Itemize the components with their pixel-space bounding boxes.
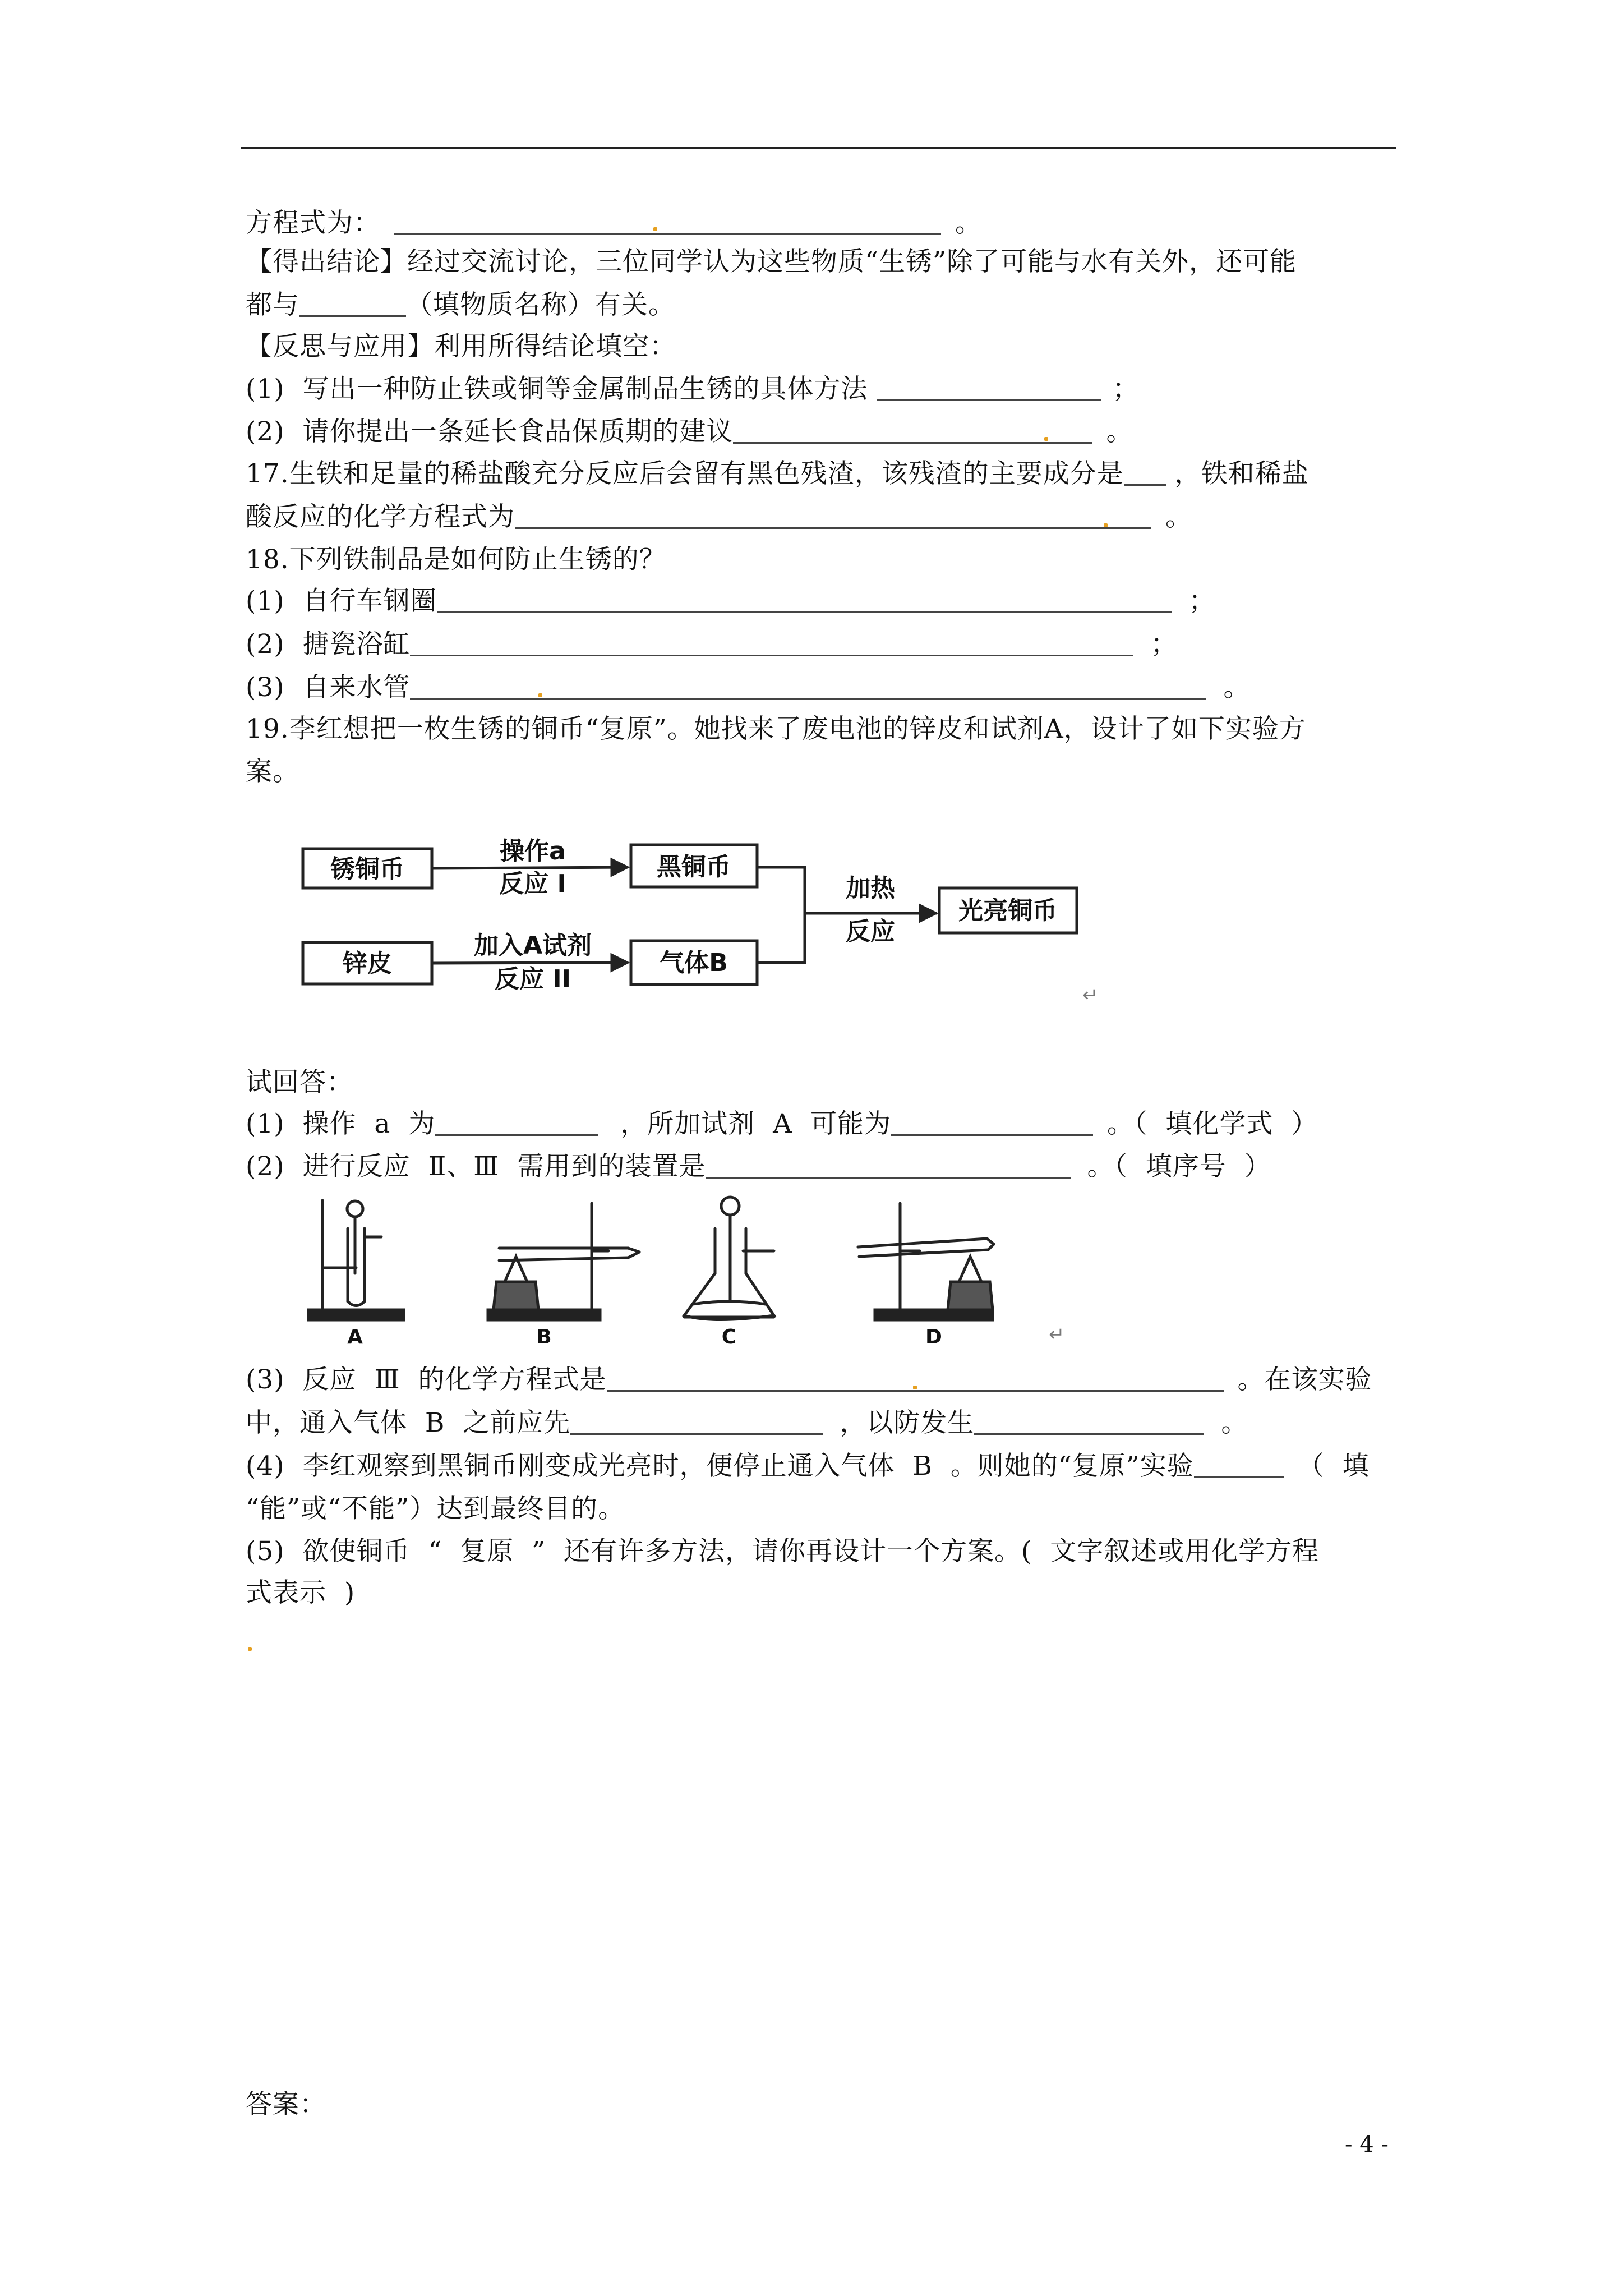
text-line: (3) 自来水管 。 — [246, 672, 1251, 703]
answer-blank[interactable] — [706, 1151, 1071, 1179]
text-line: 试回答： — [246, 1067, 353, 1098]
answer-blank[interactable] — [299, 289, 406, 317]
zinc-label: 锌皮 — [343, 949, 392, 978]
answer-blank[interactable] — [435, 1108, 598, 1136]
text-line: 18.下列铁制品是如何防止生锈的？ — [246, 544, 666, 575]
text-line: (2) 搪瓷浴缸 ； — [246, 629, 1178, 660]
page-number: - 4 - — [1345, 2132, 1389, 2157]
answer-blank[interactable] — [1194, 1451, 1284, 1478]
black-coin-label: 黑铜币 — [657, 853, 731, 881]
answer-blank[interactable] — [974, 1407, 1204, 1435]
marker-dot — [248, 1647, 252, 1651]
text-line: (4) 李红观察到黑铜币刚变成光亮时，便停止通入气体 B 。则她的“复原”实验 （ 填 — [246, 1451, 1370, 1481]
answer-heading: 答案： — [246, 2089, 326, 2120]
return-mark: ↵ — [1049, 1323, 1065, 1346]
marker-dot — [538, 693, 542, 697]
reaction3-label: 反应 — [846, 917, 895, 946]
answer-blank[interactable] — [394, 208, 941, 235]
text-line: (2) 请你提出一条延长食品保质期的建议 。 — [246, 416, 1133, 447]
answer-blank[interactable] — [437, 586, 1172, 613]
gas-b-label: 气体B — [660, 949, 728, 977]
answer-blank[interactable] — [733, 416, 1092, 444]
op-a-label: 操作a — [500, 837, 566, 866]
text-line: 19.李红想把一枚生锈的铜币“复原”。她找来了废电池的锌皮和试剂A，设计了如下实验方 — [246, 714, 1306, 744]
answer-blank[interactable] — [877, 374, 1101, 401]
apparatus-c-label: C — [721, 1326, 737, 1346]
answer-blank[interactable] — [1124, 458, 1166, 486]
marker-dot — [653, 227, 657, 231]
answer-blank[interactable] — [515, 501, 1151, 529]
answer-blank[interactable] — [570, 1407, 823, 1435]
header-rule — [241, 147, 1396, 149]
text-line: 【反思与应用】利用所得结论填空： — [246, 331, 676, 362]
flow-diagram — [297, 830, 1150, 1015]
bright-coin-label: 光亮铜币 — [958, 896, 1057, 925]
answer-blank[interactable] — [891, 1108, 1093, 1136]
marker-dot — [1044, 437, 1048, 441]
answer-blank[interactable] — [410, 672, 1206, 700]
heat-label: 加热 — [846, 874, 895, 903]
text-line: (1) 自行车钢圈 ； — [246, 586, 1216, 616]
text-line: (1) 写出一种防止铁或铜等金属制品生锈的具体方法 ； — [246, 374, 1140, 404]
apparatus-d-label: D — [925, 1326, 942, 1346]
apparatus-a-label: A — [347, 1326, 363, 1346]
text-line: 式表示 ) — [246, 1577, 356, 1608]
add-a-label: 加入A试剂 — [473, 931, 592, 960]
answer-blank[interactable] — [410, 629, 1133, 656]
text-line: (1) 操作 a 为 ，所加试剂 A 可能为 。（ 填化学式 ） — [246, 1108, 1318, 1139]
marker-dot — [913, 1386, 917, 1389]
reaction2-label: 反应 II — [494, 965, 571, 993]
apparatus-b-label: B — [536, 1326, 552, 1346]
apparatus-figure — [297, 1189, 1099, 1346]
text-line: (2) 进行反应 Ⅱ、Ⅲ 需用到的装置是 。（ 填序号 ） — [246, 1151, 1271, 1182]
text-line: 都与 （填物质名称）有关。 — [246, 289, 675, 320]
text-line: (3) 反应 Ⅲ 的化学方程式是 。在该实验 — [246, 1364, 1372, 1395]
return-mark: ↵ — [1082, 984, 1099, 1006]
text-line: 方程式为： 。 — [246, 208, 982, 238]
text-line: 酸反应的化学方程式为 。 — [246, 501, 1192, 532]
text-line: “能”或“不能”）达到最终目的。 — [246, 1493, 625, 1524]
rusty-coin-label: 锈铜币 — [330, 855, 404, 884]
marker-dot — [1104, 523, 1108, 527]
text-line: 案。 — [246, 756, 299, 787]
text-line: 【得出结论】经过交流讨论，三位同学认为这些物质“生锈”除了可能与水有关外，还可能 — [246, 246, 1297, 277]
text-line: 17.生铁和足量的稀盐酸充分反应后会留有黑色残渣，该残渣的主要成分是 ，铁和稀盐 — [246, 458, 1309, 489]
reaction1-label: 反应 I — [499, 869, 566, 898]
text-line: 中，通入气体 B 之前应先 ，以防发生 。 — [246, 1407, 1248, 1438]
text-line: (5) 欲使铜币 “ 复原 ” 还有许多方法，请你再设计一个方案。( 文字叙述或用化学方程 — [246, 1536, 1320, 1567]
